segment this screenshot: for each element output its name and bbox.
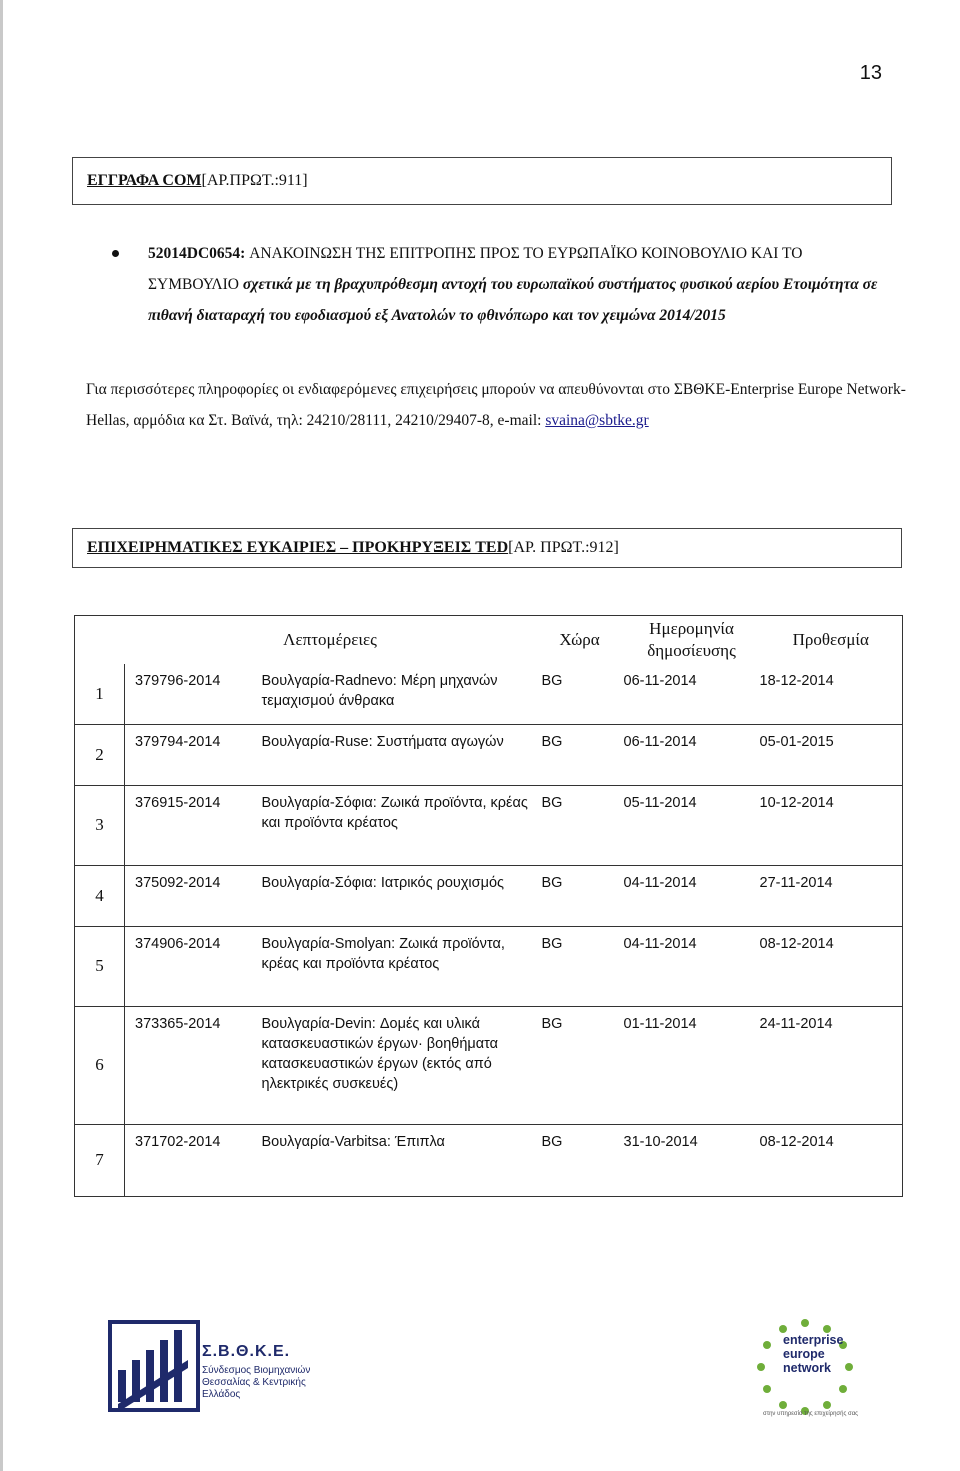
een-line: enterprise — [783, 1333, 844, 1347]
tender-id: 379796-2014 — [125, 664, 262, 724]
header-details: Λεπτομέρειες — [125, 616, 536, 665]
tender-deadline: 24-11-2014 — [760, 1006, 903, 1124]
section-title: ΕΠΙΧΕΙΡΗΜΑΤΙΚΕΣ ΕΥΚΑΙΡΙΕΣ – ΠΡΟΚΗΡΥΞΕΙΣ TED — [87, 539, 509, 556]
tender-title: Βουλγαρία-Σόφια: Ζωικά προϊόντα, κρέας και προϊόντα κρέατος — [262, 785, 536, 865]
tender-publication-date: 06-11-2014 — [624, 724, 760, 785]
row-number: 7 — [75, 1124, 125, 1196]
contact-paragraph — [86, 374, 906, 436]
tender-id: 375092-2014 — [125, 865, 262, 926]
een-wordmark — [783, 1333, 843, 1375]
row-number: 2 — [75, 724, 125, 785]
tender-country: BG — [536, 785, 624, 865]
header-deadline: Προθεσμία — [760, 616, 903, 665]
row-number: 1 — [75, 664, 125, 724]
table-row — [75, 1124, 903, 1196]
section-ref: [ΑΡ. ΠΡΩΤ.:912] — [508, 539, 619, 556]
document-title-rest: σχετικά με τη βραχυπρόθεσμη αντοχή του ευρωπαϊκού συστήματος φυσικού αερίου Ετοιμότητα σε πιθανή διαταραχή του εφοδιασμού εξ Ανατολών το φθινόπωρο και τον χειμώνα 2014/2015 — [148, 276, 878, 324]
section-heading-ted — [72, 528, 902, 568]
tender-deadline: 10-12-2014 — [760, 785, 903, 865]
tender-deadline: 05-01-2015 — [760, 724, 903, 785]
document-code: 52014DC0654: — [148, 245, 246, 262]
tender-deadline: 27-11-2014 — [760, 865, 903, 926]
document-title-caps: ΑΝΑΚΟΙΝΩΣΗ ΤΗΣ ΕΠΙΤΡΟΠΗΣ ΠΡΟΣ ΤΟ ΕΥΡΩΠΑΪΚΟ ΚΟΙΝΟΒΟΥΛΙΟ ΚΑΙ ΤΟ ΣΥΜΒΟΥΛΙΟ — [148, 245, 803, 293]
een-line: network — [783, 1361, 831, 1375]
tender-title: Βουλγαρία-Σόφια: Ιατρικός ρουχισμός — [262, 865, 536, 926]
tender-id: 373365-2014 — [125, 1006, 262, 1124]
row-number: 4 — [75, 865, 125, 926]
bullet-icon — [112, 250, 119, 257]
header-publication-date: Ημερομηνία δημοσίευσης — [624, 616, 760, 665]
footer-logos — [0, 1315, 960, 1445]
table-row — [75, 664, 903, 724]
tender-country: BG — [536, 724, 624, 785]
page-edge — [0, 0, 3, 1471]
table-row — [75, 926, 903, 1006]
tender-publication-date: 31-10-2014 — [624, 1124, 760, 1196]
een-line: europe — [783, 1347, 825, 1361]
tender-country: BG — [536, 1006, 624, 1124]
tender-country: BG — [536, 664, 624, 724]
tender-country: BG — [536, 926, 624, 1006]
tender-id: 376915-2014 — [125, 785, 262, 865]
tender-publication-date: 06-11-2014 — [624, 664, 760, 724]
row-number: 6 — [75, 1006, 125, 1124]
page-number: 13 — [859, 62, 882, 84]
tender-deadline: 18-12-2014 — [760, 664, 903, 724]
tender-publication-date: 04-11-2014 — [624, 926, 760, 1006]
tender-title: Βουλγαρία-Radnevo: Μέρη μηχανών τεμαχισμού άνθρακα — [262, 664, 536, 724]
row-number: 5 — [75, 926, 125, 1006]
table-row — [75, 865, 903, 926]
tender-publication-date: 05-11-2014 — [624, 785, 760, 865]
sbthke-name: Σ.Β.Θ.Κ.Ε. — [202, 1343, 291, 1360]
tender-title: Βουλγαρία-Ruse: Συστήματα αγωγών — [262, 724, 536, 785]
een-tagline: στην υπηρεσία της επιχείρησής σας — [763, 1411, 859, 1417]
section-title: ΕΓΓΡΑΦΑ COM — [87, 172, 202, 189]
table-row — [75, 785, 903, 865]
com-document-item — [148, 238, 883, 331]
header-country: Χώρα — [536, 616, 624, 665]
table-row — [75, 724, 903, 785]
tender-country: BG — [536, 1124, 624, 1196]
tender-publication-date: 04-11-2014 — [624, 865, 760, 926]
sbthke-subtitle: Σύνδεσμος Βιομηχανιών Θεσσαλίας & Κεντρικής Ελλάδος — [202, 1365, 311, 1400]
row-number: 3 — [75, 785, 125, 865]
tender-id: 374906-2014 — [125, 926, 262, 1006]
tender-deadline: 08-12-2014 — [760, 1124, 903, 1196]
tender-publication-date: 01-11-2014 — [624, 1006, 760, 1124]
section-heading-com-documents — [72, 157, 892, 205]
tenders-table — [74, 615, 903, 1197]
tender-title: Βουλγαρία-Devin: Δομές και υλικά κατασκευαστικών έργων· βοηθήματα κατασκευαστικών έργων (εκτός από ηλεκτρικές συσκευές) — [262, 1006, 536, 1124]
tender-title: Βουλγαρία-Varbitsa: Έπιπλα — [262, 1124, 536, 1196]
contact-email-link[interactable]: svaina@sbtke.gr — [545, 412, 649, 429]
header-blank — [75, 616, 125, 665]
table-row — [75, 1006, 903, 1124]
table-header-row — [75, 616, 903, 665]
section-ref: [ΑΡ.ΠΡΩΤ.:911] — [201, 172, 308, 189]
tender-title: Βουλγαρία-Smolyan: Ζωικά προϊόντα, κρέας και προϊόντα κρέατος — [262, 926, 536, 1006]
tender-id: 379794-2014 — [125, 724, 262, 785]
tender-country: BG — [536, 865, 624, 926]
tender-deadline: 08-12-2014 — [760, 926, 903, 1006]
tender-id: 371702-2014 — [125, 1124, 262, 1196]
contact-text: Για περισσότερες πληροφορίες οι ενδιαφερόμενες επιχειρήσεις μπορούν να απευθύνονται στο ΣΒΘΚΕ-Enterprise Europe Network-Hellas, αρμόδια κα Στ. Βαϊνά, τηλ: 24210/28111, 24210/29407-8, e-mail: — [86, 381, 906, 429]
